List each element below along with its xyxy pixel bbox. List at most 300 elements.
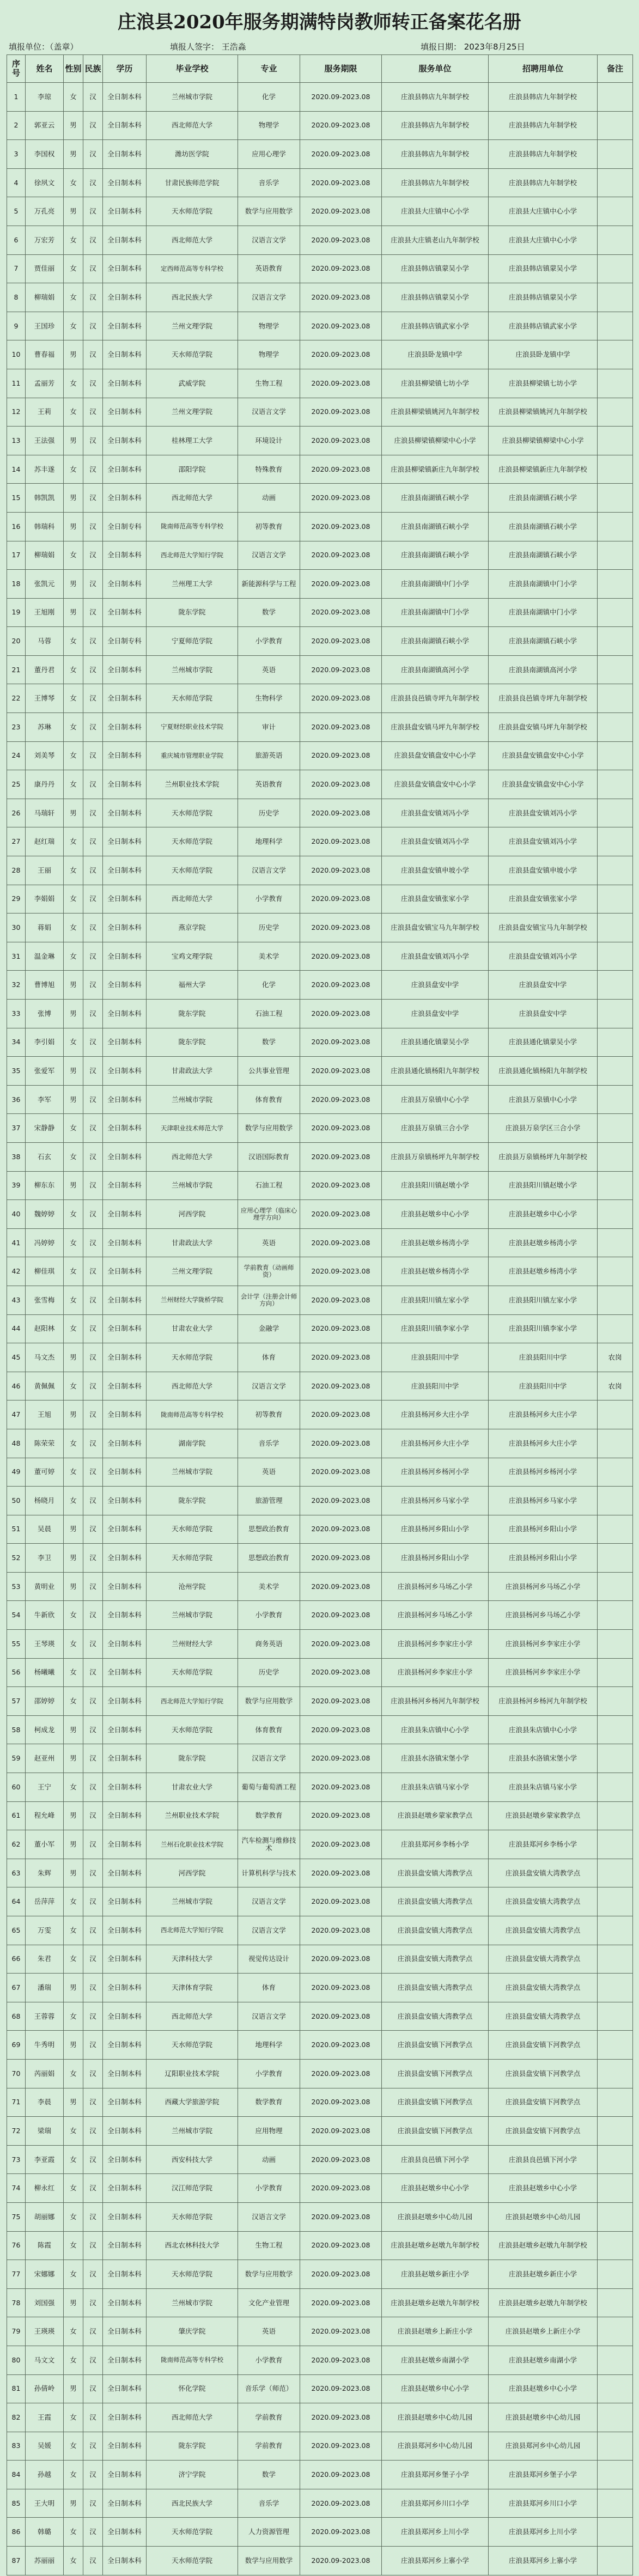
cell-hiring-unit: 庄浪县韩店镇蒙吴小学 xyxy=(489,283,598,312)
cell-name: 李晨 xyxy=(26,2088,64,2117)
cell-name: 王大明 xyxy=(26,2489,64,2518)
cell-index: 28 xyxy=(7,856,26,885)
cell-major: 汉语言文学 xyxy=(238,541,300,570)
cell-remarks xyxy=(598,684,633,713)
cell-education: 全日制本科 xyxy=(103,1487,147,1515)
cell-hiring-unit: 庄浪县盘安镇盘安中心小学 xyxy=(489,741,598,770)
cell-service-unit: 庄浪县韩店九年制学校 xyxy=(382,140,489,169)
cell-service-period: 2020.09-2023.08 xyxy=(300,2145,382,2174)
table-row xyxy=(7,512,633,541)
cell-education: 全日制本科 xyxy=(103,2202,147,2231)
cell-gender: 女 xyxy=(64,1142,83,1171)
table-row xyxy=(7,83,633,112)
cell-ethnicity: 汉 xyxy=(83,2117,103,2146)
cell-hiring-unit: 庄浪县盘安镇大湾教学点 xyxy=(489,1945,598,1974)
cell-name: 杨晓月 xyxy=(26,1487,64,1515)
cell-service-unit: 庄浪县盘安镇盘安中心小学 xyxy=(382,770,489,799)
cell-school: 西藏大学旅游学院 xyxy=(147,2088,238,2117)
cell-index: 27 xyxy=(7,827,26,856)
cell-remarks xyxy=(598,1286,633,1314)
cell-service-unit: 庄浪县赵墩乡杨湾小学 xyxy=(382,1257,489,1286)
cell-hiring-unit: 庄浪县郑河乡上寨小学 xyxy=(489,2547,598,2575)
cell-name: 王琴瑛 xyxy=(26,1630,64,1659)
cell-major: 学前教育 xyxy=(238,2432,300,2461)
cell-major: 审计 xyxy=(238,713,300,742)
table-row xyxy=(7,713,633,742)
table-row xyxy=(7,1715,633,1744)
cell-index: 46 xyxy=(7,1372,26,1400)
table-row xyxy=(7,1429,633,1458)
cell-index: 2 xyxy=(7,111,26,140)
cell-hiring-unit: 庄浪县赵墩乡杨湾小学 xyxy=(489,1257,598,1286)
cell-ethnicity: 汉 xyxy=(83,2432,103,2461)
cell-name: 曹春福 xyxy=(26,340,64,369)
cell-service-unit: 庄浪县盘安中学 xyxy=(382,1000,489,1028)
cell-remarks xyxy=(598,627,633,656)
table-row xyxy=(7,226,633,254)
cell-service-unit: 庄浪县韩店镇蒙吴小学 xyxy=(382,254,489,283)
cell-school: 兰州城市学院 xyxy=(147,2117,238,2146)
cell-service-unit: 庄浪县万泉镇三合小学 xyxy=(382,1114,489,1143)
cell-education: 全日制本科 xyxy=(103,827,147,856)
cell-major: 数学教育 xyxy=(238,1801,300,1830)
cell-gender: 女 xyxy=(64,1286,83,1314)
cell-ethnicity: 汉 xyxy=(83,2202,103,2231)
cell-hiring-unit: 庄浪县阳川镇李家小学 xyxy=(489,1314,598,1343)
cell-remarks xyxy=(598,799,633,827)
cell-ethnicity: 汉 xyxy=(83,1314,103,1343)
cell-remarks xyxy=(598,598,633,627)
cell-service-unit: 庄浪县盘安镇大湾教学点 xyxy=(382,1916,489,1945)
cell-service-period: 2020.09-2023.08 xyxy=(300,914,382,942)
cell-name: 柳东东 xyxy=(26,1171,64,1200)
cell-ethnicity: 汉 xyxy=(83,254,103,283)
cell-gender: 男 xyxy=(64,427,83,455)
cell-hiring-unit: 庄浪县盘安镇宝马九年制学校 xyxy=(489,914,598,942)
cell-service-period: 2020.09-2023.08 xyxy=(300,1085,382,1114)
cell-hiring-unit: 庄浪县韩店镇武家小学 xyxy=(489,312,598,340)
cell-major: 思想政治教育 xyxy=(238,1515,300,1544)
cell-service-unit: 庄浪县杨河乡李家庄小学 xyxy=(382,1658,489,1687)
cell-service-period: 2020.09-2023.08 xyxy=(300,1458,382,1487)
cell-education: 全日制本科 xyxy=(103,942,147,971)
cell-ethnicity: 汉 xyxy=(83,1744,103,1773)
cell-ethnicity: 汉 xyxy=(83,1429,103,1458)
cell-education: 全日制本科 xyxy=(103,2059,147,2088)
cell-hiring-unit: 庄浪县杨河乡马家小学 xyxy=(489,1487,598,1515)
cell-school: 兰州城市学院 xyxy=(147,1601,238,1630)
cell-remarks xyxy=(598,885,633,914)
cell-ethnicity: 汉 xyxy=(83,197,103,226)
cell-education: 全日制本科 xyxy=(103,1142,147,1171)
table-row xyxy=(7,340,633,369)
cell-education: 全日制本科 xyxy=(103,1687,147,1716)
cell-index: 54 xyxy=(7,1601,26,1630)
cell-index: 32 xyxy=(7,971,26,1000)
cell-remarks xyxy=(598,2174,633,2203)
cell-school: 西北师范大学知行学院 xyxy=(147,1687,238,1716)
cell-service-unit: 庄浪县韩店镇蒙吴小学 xyxy=(382,283,489,312)
cell-ethnicity: 汉 xyxy=(83,2317,103,2346)
cell-education: 全日制本科 xyxy=(103,1801,147,1830)
cell-gender: 女 xyxy=(64,2145,83,2174)
cell-name: 董丹君 xyxy=(26,655,64,684)
cell-major: 体育教育 xyxy=(238,1085,300,1114)
cell-hiring-unit: 庄浪县通化镇杨阳九年制学校 xyxy=(489,1057,598,1086)
cell-remarks xyxy=(598,1945,633,1974)
cell-school: 湖南学院 xyxy=(147,1429,238,1458)
cell-service-period: 2020.09-2023.08 xyxy=(300,827,382,856)
cell-index: 6 xyxy=(7,226,26,254)
cell-remarks xyxy=(598,2031,633,2060)
filing-unit: 填报单位：（盖章） xyxy=(9,42,78,52)
table-row xyxy=(7,283,633,312)
cell-major: 汉语言文学 xyxy=(238,2202,300,2231)
cell-ethnicity: 汉 xyxy=(83,2059,103,2088)
cell-name: 陈霞 xyxy=(26,2231,64,2260)
filing-info xyxy=(7,39,632,54)
cell-service-unit: 庄浪县赵墩乡中心幼儿园 xyxy=(382,2202,489,2231)
cell-gender: 女 xyxy=(64,254,83,283)
table-row xyxy=(7,2202,633,2231)
cell-education: 全日制本科 xyxy=(103,1314,147,1343)
header-name: 姓名 xyxy=(26,55,64,83)
cell-hiring-unit: 庄浪县卧龙镇中学 xyxy=(489,340,598,369)
cell-school: 陇东学院 xyxy=(147,598,238,627)
header-service-period: 服务期限 xyxy=(300,55,382,83)
table-row xyxy=(7,942,633,971)
cell-hiring-unit: 庄浪县杨河乡大庄小学 xyxy=(489,1429,598,1458)
cell-ethnicity: 汉 xyxy=(83,1458,103,1487)
cell-hiring-unit: 庄浪县赵墩乡上新庄小学 xyxy=(489,2317,598,2346)
cell-hiring-unit: 庄浪县杨河乡杨河小学 xyxy=(489,1458,598,1487)
cell-education: 全日制本科 xyxy=(103,1658,147,1687)
cell-service-unit: 庄浪县赵墩乡中心小学 xyxy=(382,1200,489,1229)
table-row xyxy=(7,1801,633,1830)
cell-hiring-unit: 庄浪县杨河乡大庄小学 xyxy=(489,1400,598,1429)
cell-school: 天水师范学院 xyxy=(147,856,238,885)
cell-major: 地理科学 xyxy=(238,2031,300,2060)
cell-service-period: 2020.09-2023.08 xyxy=(300,1601,382,1630)
cell-gender: 女 xyxy=(64,2432,83,2461)
cell-education: 全日制本科 xyxy=(103,570,147,599)
cell-gender: 男 xyxy=(64,2088,83,2117)
cell-index: 63 xyxy=(7,1859,26,1887)
cell-hiring-unit: 庄浪县盘安镇大湾教学点 xyxy=(489,1974,598,2002)
cell-major: 汉语言文学 xyxy=(238,856,300,885)
cell-school: 天水师范学院 xyxy=(147,1343,238,1372)
cell-service-period: 2020.09-2023.08 xyxy=(300,1544,382,1573)
cell-name: 孙倩岭 xyxy=(26,2374,64,2403)
cell-education: 全日制本科 xyxy=(103,2088,147,2117)
cell-service-period: 2020.09-2023.08 xyxy=(300,1801,382,1830)
cell-name: 赵阳林 xyxy=(26,1314,64,1343)
table-row xyxy=(7,1171,633,1200)
cell-education: 全日制本科 xyxy=(103,197,147,226)
cell-service-period: 2020.09-2023.08 xyxy=(300,427,382,455)
cell-service-period: 2020.09-2023.08 xyxy=(300,713,382,742)
cell-major: 数学与应用数学 xyxy=(238,2260,300,2289)
cell-service-period: 2020.09-2023.08 xyxy=(300,254,382,283)
cell-service-period: 2020.09-2023.08 xyxy=(300,1429,382,1458)
cell-school: 河西学院 xyxy=(147,1859,238,1887)
cell-name: 石玄 xyxy=(26,1142,64,1171)
cell-ethnicity: 汉 xyxy=(83,1945,103,1974)
cell-gender: 女 xyxy=(64,226,83,254)
cell-service-period: 2020.09-2023.08 xyxy=(300,2374,382,2403)
cell-ethnicity: 汉 xyxy=(83,713,103,742)
cell-service-period: 2020.09-2023.08 xyxy=(300,1286,382,1314)
cell-gender: 女 xyxy=(64,1773,83,1802)
cell-service-unit: 庄浪县郑河乡李杨小学 xyxy=(382,1830,489,1859)
cell-service-unit: 庄浪县阳川镇李家小学 xyxy=(382,1314,489,1343)
cell-index: 36 xyxy=(7,1085,26,1114)
cell-ethnicity: 汉 xyxy=(83,1715,103,1744)
cell-ethnicity: 汉 xyxy=(83,1057,103,1086)
cell-ethnicity: 汉 xyxy=(83,1487,103,1515)
cell-name: 宋静静 xyxy=(26,1114,64,1143)
cell-ethnicity: 汉 xyxy=(83,2403,103,2432)
cell-remarks xyxy=(598,283,633,312)
cell-ethnicity: 汉 xyxy=(83,1028,103,1057)
cell-remarks xyxy=(598,741,633,770)
cell-remarks xyxy=(598,2317,633,2346)
cell-ethnicity: 汉 xyxy=(83,2260,103,2289)
cell-service-period: 2020.09-2023.08 xyxy=(300,512,382,541)
cell-gender: 女 xyxy=(64,1887,83,1916)
cell-hiring-unit: 庄浪县郑河乡李杨小学 xyxy=(489,1830,598,1859)
cell-education: 全日制本科 xyxy=(103,1372,147,1400)
cell-education: 全日制本科 xyxy=(103,312,147,340)
cell-remarks xyxy=(598,1487,633,1515)
cell-gender: 女 xyxy=(64,541,83,570)
cell-name: 朱君 xyxy=(26,1945,64,1974)
cell-index: 11 xyxy=(7,369,26,398)
table-row xyxy=(7,140,633,169)
cell-ethnicity: 汉 xyxy=(83,1343,103,1372)
cell-gender: 女 xyxy=(64,1630,83,1659)
cell-ethnicity: 汉 xyxy=(83,427,103,455)
cell-education: 全日制本科 xyxy=(103,83,147,112)
table-row xyxy=(7,1057,633,1086)
cell-remarks xyxy=(598,1085,633,1114)
cell-name: 王旭 xyxy=(26,1400,64,1429)
cell-index: 24 xyxy=(7,741,26,770)
cell-ethnicity: 汉 xyxy=(83,1658,103,1687)
cell-name: 韩凯凯 xyxy=(26,484,64,513)
table-row xyxy=(7,168,633,197)
cell-ethnicity: 汉 xyxy=(83,283,103,312)
cell-remarks xyxy=(598,2374,633,2403)
cell-service-unit: 庄浪县盘安镇下河教学点 xyxy=(382,2031,489,2060)
cell-remarks xyxy=(598,197,633,226)
cell-major: 体育 xyxy=(238,1974,300,2002)
cell-major: 小学教育 xyxy=(238,2174,300,2203)
cell-hiring-unit: 庄浪县韩店镇蒙吴小学 xyxy=(489,254,598,283)
cell-name: 万孔亮 xyxy=(26,197,64,226)
cell-service-unit: 庄浪县杨河乡大庄小学 xyxy=(382,1429,489,1458)
cell-ethnicity: 汉 xyxy=(83,741,103,770)
cell-service-period: 2020.09-2023.08 xyxy=(300,741,382,770)
table-row xyxy=(7,684,633,713)
cell-name: 柳佳琪 xyxy=(26,1257,64,1286)
cell-index: 79 xyxy=(7,2317,26,2346)
cell-service-period: 2020.09-2023.08 xyxy=(300,455,382,484)
cell-ethnicity: 汉 xyxy=(83,83,103,112)
cell-major: 石油工程 xyxy=(238,1000,300,1028)
cell-hiring-unit: 庄浪县南湖镇石峡小学 xyxy=(489,484,598,513)
cell-school: 甘肃农业大学 xyxy=(147,1314,238,1343)
cell-service-period: 2020.09-2023.08 xyxy=(300,1000,382,1028)
header-gender: 性别 xyxy=(64,55,83,83)
cell-ethnicity: 汉 xyxy=(83,1228,103,1257)
cell-remarks xyxy=(598,254,633,283)
cell-major: 汉语言文学 xyxy=(238,283,300,312)
cell-ethnicity: 汉 xyxy=(83,1085,103,1114)
cell-gender: 女 xyxy=(64,312,83,340)
cell-service-period: 2020.09-2023.08 xyxy=(300,2489,382,2518)
cell-school: 西北民族大学 xyxy=(147,283,238,312)
cell-remarks xyxy=(598,1830,633,1859)
cell-major: 音乐学 xyxy=(238,168,300,197)
cell-major: 英语 xyxy=(238,2317,300,2346)
cell-index: 71 xyxy=(7,2088,26,2117)
cell-service-unit: 庄浪县朱店镇中心小学 xyxy=(382,1715,489,1744)
cell-gender: 女 xyxy=(64,283,83,312)
cell-service-unit: 庄浪县盘安镇下河教学点 xyxy=(382,2088,489,2117)
cell-index: 74 xyxy=(7,2174,26,2203)
cell-service-unit: 庄浪县南湖镇高河小学 xyxy=(382,655,489,684)
cell-education: 全日制本科 xyxy=(103,2002,147,2031)
cell-gender: 女 xyxy=(64,2547,83,2575)
cell-index: 43 xyxy=(7,1286,26,1314)
cell-education: 全日制专科 xyxy=(103,627,147,656)
table-row xyxy=(7,770,633,799)
cell-gender: 男 xyxy=(64,570,83,599)
cell-hiring-unit: 庄浪县盘安镇盘安中心小学 xyxy=(489,770,598,799)
cell-name: 王国珍 xyxy=(26,312,64,340)
cell-remarks xyxy=(598,512,633,541)
cell-name: 杨曦曦 xyxy=(26,1658,64,1687)
table-row xyxy=(7,2518,633,2547)
cell-major: 历史学 xyxy=(238,914,300,942)
cell-service-unit: 庄浪县阳川中学 xyxy=(382,1372,489,1400)
cell-remarks xyxy=(598,827,633,856)
cell-remarks xyxy=(598,1458,633,1487)
cell-gender: 女 xyxy=(64,1487,83,1515)
cell-education: 全日制本科 xyxy=(103,2461,147,2489)
cell-ethnicity: 汉 xyxy=(83,2174,103,2203)
cell-education: 全日制本科 xyxy=(103,1916,147,1945)
cell-school: 怀化学院 xyxy=(147,2374,238,2403)
cell-remarks xyxy=(598,484,633,513)
cell-service-period: 2020.09-2023.08 xyxy=(300,1114,382,1143)
cell-service-unit: 庄浪县盘安镇刘冯小学 xyxy=(382,799,489,827)
cell-index: 35 xyxy=(7,1057,26,1086)
cell-remarks xyxy=(598,2059,633,2088)
cell-remarks xyxy=(598,111,633,140)
cell-remarks xyxy=(598,971,633,1000)
cell-school: 天水师范学院 xyxy=(147,2547,238,2575)
table-row xyxy=(7,398,633,427)
cell-hiring-unit: 庄浪县杨河乡李家庄小学 xyxy=(489,1658,598,1687)
cell-major: 思想政治教育 xyxy=(238,1544,300,1573)
cell-name: 程允峰 xyxy=(26,1801,64,1830)
cell-ethnicity: 汉 xyxy=(83,168,103,197)
cell-service-unit: 庄浪县杨河乡杨河九年制学校 xyxy=(382,1687,489,1716)
cell-education: 全日制本科 xyxy=(103,283,147,312)
cell-name: 王丽 xyxy=(26,856,64,885)
cell-hiring-unit: 庄浪县杨河乡李家庄小学 xyxy=(489,1630,598,1659)
cell-school: 兰州城市学院 xyxy=(147,1171,238,1200)
cell-education: 全日制本科 xyxy=(103,254,147,283)
cell-ethnicity: 汉 xyxy=(83,856,103,885)
cell-gender: 男 xyxy=(64,1544,83,1573)
cell-major: 石油工程 xyxy=(238,1171,300,1200)
cell-index: 33 xyxy=(7,1000,26,1028)
cell-hiring-unit: 庄浪县万泉学区三合小学 xyxy=(489,1114,598,1143)
table-row xyxy=(7,1228,633,1257)
cell-service-period: 2020.09-2023.08 xyxy=(300,1974,382,2002)
cell-hiring-unit: 庄浪县盘安镇刘冯小学 xyxy=(489,799,598,827)
cell-name: 马蓉 xyxy=(26,627,64,656)
cell-major: 应用心理学 xyxy=(238,140,300,169)
table-row xyxy=(7,1572,633,1601)
cell-education: 全日制本科 xyxy=(103,1601,147,1630)
cell-remarks xyxy=(598,1630,633,1659)
cell-school: 济宁学院 xyxy=(147,2461,238,2489)
cell-hiring-unit: 庄浪县南湖镇石峡小学 xyxy=(489,512,598,541)
cell-service-unit: 庄浪县柳梁镇七坊小学 xyxy=(382,369,489,398)
cell-major: 数学与应用数学 xyxy=(238,1687,300,1716)
cell-major: 动画 xyxy=(238,484,300,513)
cell-service-period: 2020.09-2023.08 xyxy=(300,1142,382,1171)
cell-service-unit: 庄浪县杨河乡阳山小学 xyxy=(382,1544,489,1573)
cell-gender: 女 xyxy=(64,1916,83,1945)
cell-gender: 女 xyxy=(64,2461,83,2489)
cell-service-unit: 庄浪县赵墩乡中心幼儿园 xyxy=(382,2403,489,2432)
cell-index: 69 xyxy=(7,2031,26,2060)
cell-name: 陈荣荣 xyxy=(26,1429,64,1458)
cell-school: 天水师范学院 xyxy=(147,827,238,856)
cell-ethnicity: 汉 xyxy=(83,1601,103,1630)
cell-service-unit: 庄浪县大庄镇中心小学 xyxy=(382,197,489,226)
table-row xyxy=(7,1257,633,1286)
cell-remarks xyxy=(598,398,633,427)
cell-education: 全日制本科 xyxy=(103,1085,147,1114)
cell-ethnicity: 汉 xyxy=(83,2518,103,2547)
cell-index: 12 xyxy=(7,398,26,427)
cell-index: 83 xyxy=(7,2432,26,2461)
cell-gender: 男 xyxy=(64,1515,83,1544)
cell-school: 西安科技大学 xyxy=(147,2145,238,2174)
cell-education: 全日制本科 xyxy=(103,770,147,799)
cell-ethnicity: 汉 xyxy=(83,541,103,570)
cell-index: 73 xyxy=(7,2145,26,2174)
cell-major: 数学 xyxy=(238,1028,300,1057)
cell-index: 18 xyxy=(7,570,26,599)
table-row xyxy=(7,1744,633,1773)
cell-service-period: 2020.09-2023.08 xyxy=(300,312,382,340)
cell-service-unit: 庄浪县杨河乡马场乙小学 xyxy=(382,1572,489,1601)
cell-gender: 男 xyxy=(64,971,83,1000)
cell-service-unit: 庄浪县郑河乡上寨小学 xyxy=(382,2547,489,2575)
cell-index: 10 xyxy=(7,340,26,369)
cell-school: 武威学院 xyxy=(147,369,238,398)
cell-name: 李军 xyxy=(26,1085,64,1114)
cell-education: 全日制本科 xyxy=(103,2489,147,2518)
cell-school: 天水师范学院 xyxy=(147,799,238,827)
